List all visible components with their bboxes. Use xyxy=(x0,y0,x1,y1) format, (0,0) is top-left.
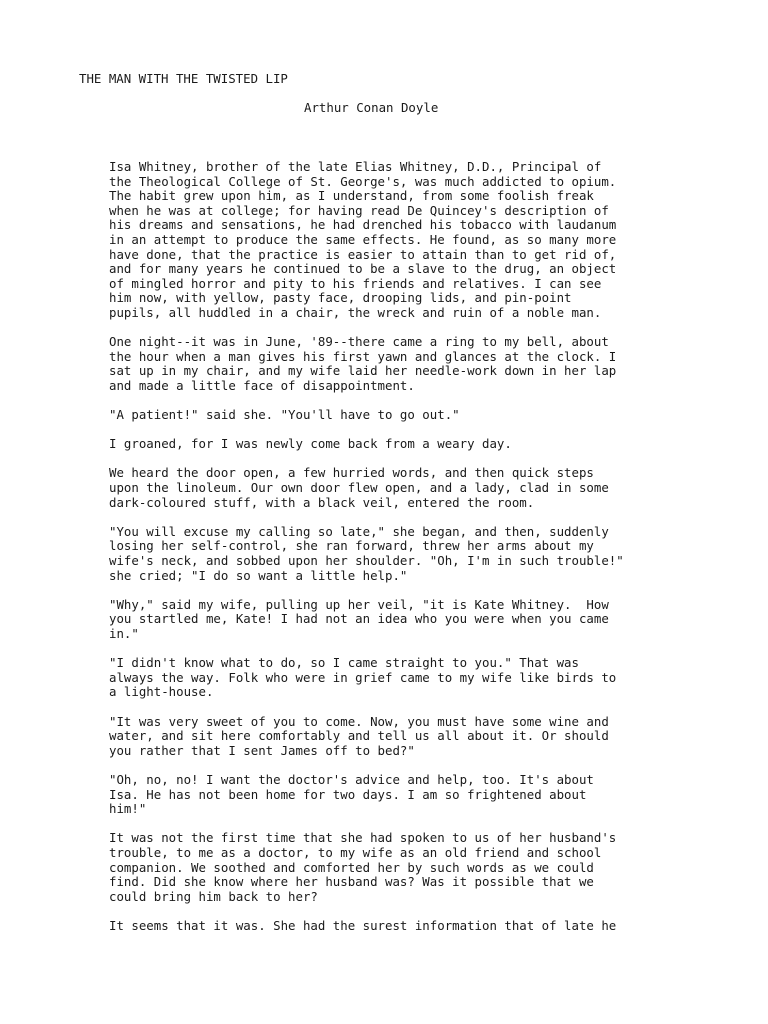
paragraph xyxy=(109,919,749,934)
text-line: have done, that the practice is easier to attain than to get rid of, xyxy=(109,246,617,262)
text-line: "A patient!" said she. "You'll have to go out." xyxy=(109,407,460,423)
text-line: "I didn't know what to do, so I came straight to you." That was xyxy=(109,655,579,671)
text-line: could bring him back to her? xyxy=(109,888,318,904)
text-line: in." xyxy=(109,626,139,641)
text-line: find. Did she know where her husband was? Was it possible that we xyxy=(109,874,594,890)
text-line: I groaned, for I was newly come back from a weary day. xyxy=(109,436,512,452)
text-line: dark-coloured stuff, with a black veil, entered the room. xyxy=(109,494,535,510)
text-line: It seems that it was. She had the surest information that of late he xyxy=(109,917,617,933)
paragraph xyxy=(109,437,749,452)
text-line: It was not the first time that she had spoken to us of her husband's xyxy=(109,830,617,846)
paragraph xyxy=(109,525,749,583)
text-line: trouble, to me as a doctor, to my wife as an old friend and school xyxy=(109,844,602,860)
text-line: and made a little face of disappointment. xyxy=(109,377,415,393)
text-line: you startled me, Kate! I had not an idea who you were when you came xyxy=(109,611,609,627)
text-line: of mingled horror and pity to his friends and relatives. I can see xyxy=(109,275,602,291)
text-line: the Theological College of St. George's, was much addicted to opium. xyxy=(109,173,617,189)
text-line: when he was at college; for having read De Quincey's description of xyxy=(109,202,609,218)
text-line: wife's neck, and sobbed upon her shoulder. "Oh, I'm in such trouble!" xyxy=(109,553,624,569)
text-line: him!" xyxy=(109,801,147,817)
text-line: him now, with yellow, pasty face, drooping lids, and pin-point xyxy=(109,290,572,306)
text-line: sat up in my chair, and my wife laid her needle-work down in her lap xyxy=(109,363,617,379)
text-line: a light-house. xyxy=(109,684,214,700)
text-line: "It was very sweet of you to come. Now, you must have some wine and xyxy=(109,713,609,729)
text-line: The habit grew upon him, as I understand, from some foolish freak xyxy=(109,188,594,204)
text-line: water, and sit here comfortably and tell us all about it. Or should xyxy=(109,728,609,744)
paragraph xyxy=(109,335,749,393)
paragraph xyxy=(109,831,749,904)
text-line: losing her self-control, she ran forward, threw her arms about my xyxy=(109,538,594,554)
paragraph xyxy=(109,408,749,423)
text-line: One night--it was in June, '89--there came a ring to my bell, about xyxy=(109,334,609,350)
text-line: "You will excuse my calling so late," she began, and then, suddenly xyxy=(109,523,609,539)
paragraph xyxy=(109,715,749,759)
paragraph xyxy=(109,466,749,510)
story-title: THE MAN WITH THE TWISTED LIP xyxy=(79,71,288,86)
text-line: in an attempt to produce the same effects. He found, as so many more xyxy=(109,231,617,247)
text-line: We heard the door open, a few hurried words, and then quick steps xyxy=(109,465,594,481)
text-line: the hour when a man gives his first yawn and glances at the clock. I xyxy=(109,348,617,364)
paragraph xyxy=(109,773,749,817)
story-body xyxy=(109,160,749,948)
paragraph xyxy=(109,598,749,642)
text-line: companion. We soothed and comforted her by such words as we could xyxy=(109,859,594,875)
text-line: pupils, all huddled in a chair, the wreck and ruin of a noble man. xyxy=(109,304,602,320)
text-line: always the way. Folk who were in grief came to my wife like birds to xyxy=(109,669,617,685)
paragraph xyxy=(109,656,749,700)
text-line: she cried; "I do so want a little help." xyxy=(109,567,408,583)
paragraph xyxy=(109,160,749,321)
text-line: Isa Whitney, brother of the late Elias Whitney, D.D., Principal of xyxy=(109,159,602,174)
text-line: upon the linoleum. Our own door flew open, and a lady, clad in some xyxy=(109,480,609,496)
author-name: Arthur Conan Doyle xyxy=(304,100,439,115)
text-line: Isa. He has not been home for two days. I am so frightened about xyxy=(109,786,587,802)
text-line: his dreams and sensations, he had drenched his tobacco with laudanum xyxy=(109,217,617,233)
text-line: and for many years he continued to be a slave to the drug, an object xyxy=(109,261,617,277)
text-line: you rather that I sent James off to bed?" xyxy=(109,742,415,758)
text-line: "Why," said my wife, pulling up her veil, "it is Kate Whitney. How xyxy=(109,596,609,612)
text-line: "Oh, no, no! I want the doctor's advice and help, too. It's about xyxy=(109,771,594,787)
